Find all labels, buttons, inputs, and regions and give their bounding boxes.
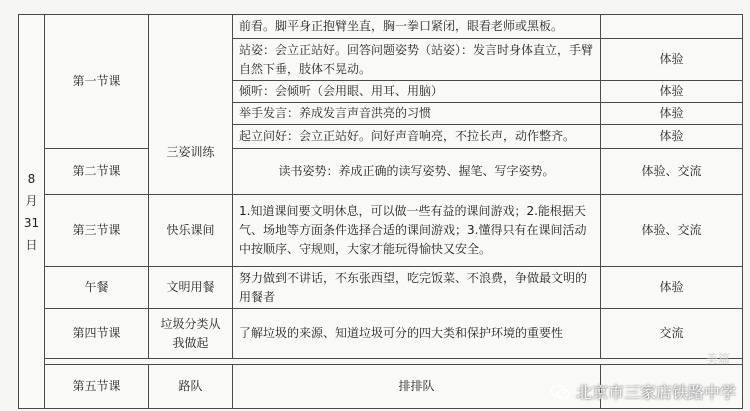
lesson1-item-0: 前看。脚平身正抱臂坐直，胸一拳口紧闭，眼看老师或黑板。 (233, 15, 601, 39)
lesson1-form-1: 体验 (601, 39, 743, 81)
lesson2-content: 读书姿势：养成正确的读写姿势、握笔、写字姿势。 (233, 149, 601, 195)
lesson5-content: 排排队 (233, 365, 601, 409)
lesson4-form: 交流 (601, 309, 743, 359)
lesson3-form: 体验、交流 (601, 195, 743, 267)
lunch-theme: 文明用餐 (149, 267, 233, 309)
lesson1-item-2: 倾听：会倾听（会用眼、用耳、用脑） (233, 81, 601, 103)
date-cell: 8 月 31 日 (19, 15, 45, 409)
lunch-form: 体验 (601, 267, 743, 309)
lesson4-theme: 垃圾分类从我做起 (149, 309, 233, 359)
lesson1-form-4: 体验 (601, 125, 743, 149)
lesson1-item-3: 举手发言：养成发言声音洪亮的习惯 (233, 103, 601, 125)
lunch-content: 努力做到不讲话，不东张西望，吃完饭菜、不浪费，争做最文明的用餐者 (233, 267, 601, 309)
meipian-watermark: 美篇 (705, 352, 730, 366)
watermark-text: 北京市三家店铁路中学 (575, 383, 736, 402)
lesson5-period: 第五节课 (45, 365, 149, 409)
lesson1-item-1: 站姿：会立正站好。回答问题姿势（站姿）：发言时身体直立，手臂自然下垂，肢体不晃动。 (233, 39, 601, 81)
lesson1-theme: 三姿训练 (149, 15, 233, 195)
lesson3-period: 第三节课 (45, 195, 149, 267)
lesson3-theme: 快乐课间 (149, 195, 233, 267)
lesson4-content: 了解垃圾的来源、知道垃圾可分的四大类和保护环境的重要性 (233, 309, 601, 359)
lesson2-form: 体验、交流 (601, 149, 743, 195)
lesson1-form-2: 体验 (601, 81, 743, 103)
lesson4-period: 第四节课 (45, 309, 149, 359)
lesson3-content: 1.知道课间要文明休息，可以做一些有益的课间游戏；2.能根据天气、场地等方面条件选择合适的课间游戏；3.懂得只有在课间活动中按顺序、守规则，大家才能玩得愉快又安全。 (233, 195, 601, 267)
schedule-table (18, 14, 743, 409)
lesson1-form-3: 体验 (601, 103, 743, 125)
lesson1-period: 第一节课 (45, 15, 149, 149)
lesson1-form-0 (601, 15, 743, 39)
lunch-period: 午餐 (45, 267, 149, 309)
wechat-icon (550, 384, 570, 400)
lesson1-item-4: 起立问好：会立正站好。问好声音响亮，不拉长声，动作整齐。 (233, 125, 601, 149)
lesson5-theme: 路队 (149, 365, 233, 409)
school-watermark (550, 380, 736, 403)
lesson2-period: 第二节课 (45, 149, 149, 195)
